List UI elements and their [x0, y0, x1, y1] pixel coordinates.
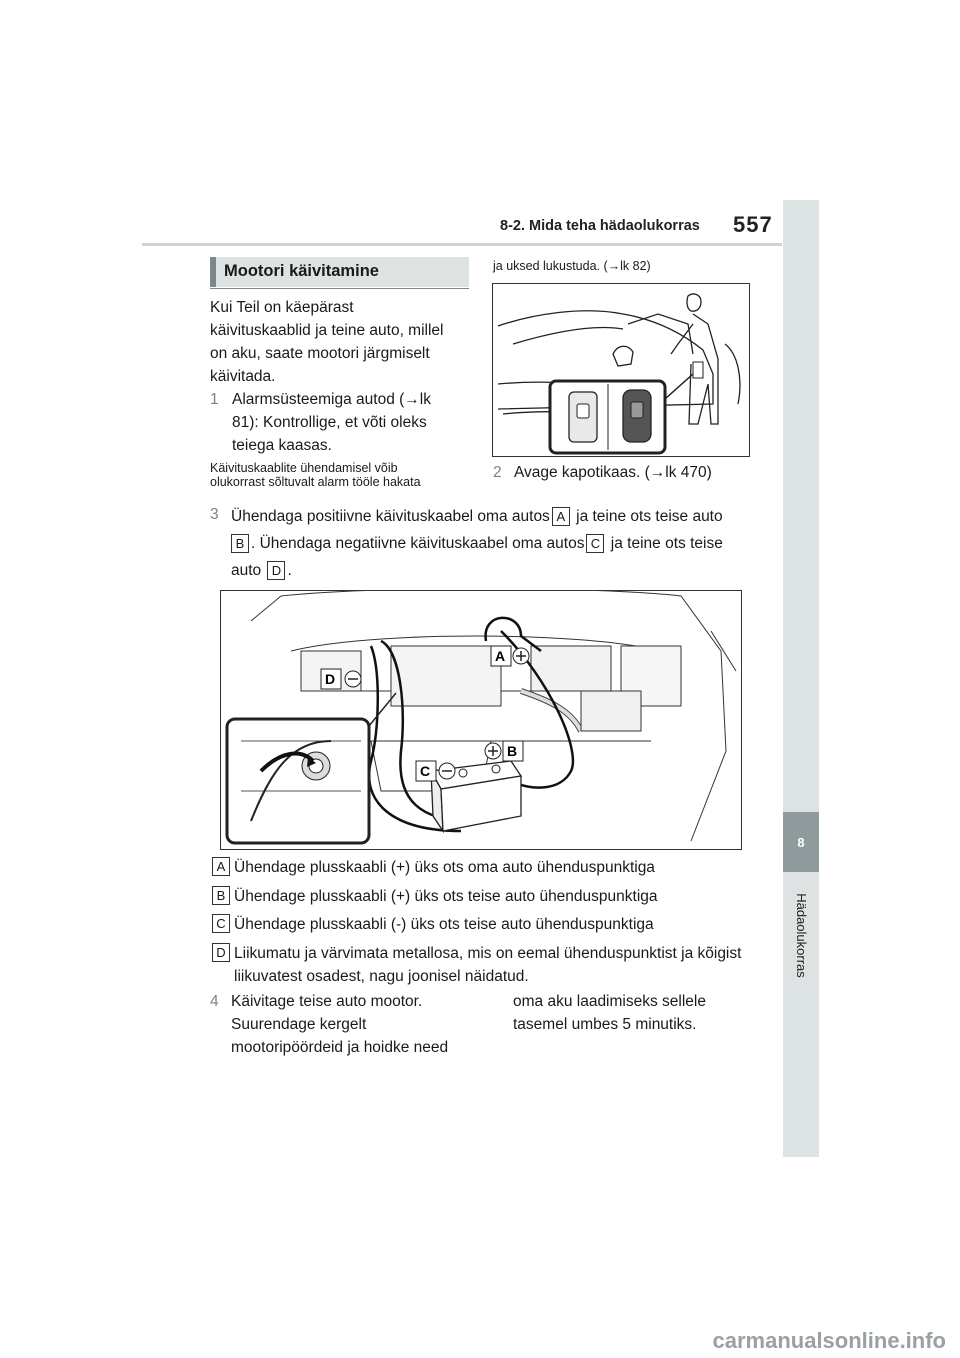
watermark: carmanualsonline.info: [712, 1328, 946, 1353]
chapter-label: Hädaolukorras: [793, 892, 809, 978]
section-title: Mootori käivitamine: [224, 262, 379, 280]
callout-b: B: [507, 743, 518, 759]
chapter-side-tab: [783, 200, 819, 1157]
chapter-number-tab[interactable]: 8: [783, 812, 819, 872]
step-3: 3 Ühendaga positiivne käivituskaabel oma autos A ja teine ots teise auto B . Ühendaga negatiivne käivituskaabel oma autos C ja teine ots teise auto D .: [210, 503, 750, 584]
header-rule: [142, 243, 782, 246]
step-number: 1: [210, 391, 219, 408]
step-number: 3: [210, 506, 219, 523]
step-1: 1 Alarmsüsteemiga autod (→lk 81): Kontrollige, et võti oleks teiega kaasas.: [210, 388, 470, 457]
step-2: [493, 461, 753, 484]
tag-d: D: [267, 561, 285, 580]
callout-c: C: [420, 763, 431, 779]
car-illustration: [493, 284, 749, 456]
title-underline: [210, 288, 469, 289]
step-2-text: Avage kapotikaas. (→lk 470): [513, 464, 712, 481]
step-number: 2: [493, 464, 502, 481]
section-heading: 8-2. Mida teha hädaolukorras: [500, 218, 700, 234]
step-number: 4: [210, 993, 219, 1010]
callout-a: A: [495, 648, 506, 664]
key-inset: [550, 362, 703, 453]
figure-car-key: [492, 283, 750, 457]
figure-engine-bay: [220, 590, 742, 850]
step-4: 4 Käivitage teise auto mootor. Suurendage kergelt mootoripöördeid ja hoidke need: [210, 990, 480, 1059]
note-continuation: ja uksed lukustuda. (→lk 82): [493, 259, 651, 273]
intro-paragraph: Kui Teil on käepärast käivituskaablid ja teine auto, millel on aku, saate mootori järgmiselt käivitada.: [210, 299, 444, 385]
tag-a: A: [552, 507, 570, 526]
tag-c: C: [586, 534, 604, 553]
tag-b: B: [231, 534, 249, 553]
note-text: Käivituskaablite ühendamisel võib olukorrast sõltuvalt alarm tööle hakata: [210, 461, 421, 489]
section-title-box: [210, 257, 469, 287]
page-number: 557: [733, 212, 773, 237]
title-accent-bar: [210, 257, 216, 287]
callout-d: D: [325, 671, 336, 687]
engine-bay-illustration: [221, 591, 741, 849]
step-4-continued: oma aku laadimiseks sellele tasemel umbes 5 minutiks.: [513, 993, 706, 1033]
